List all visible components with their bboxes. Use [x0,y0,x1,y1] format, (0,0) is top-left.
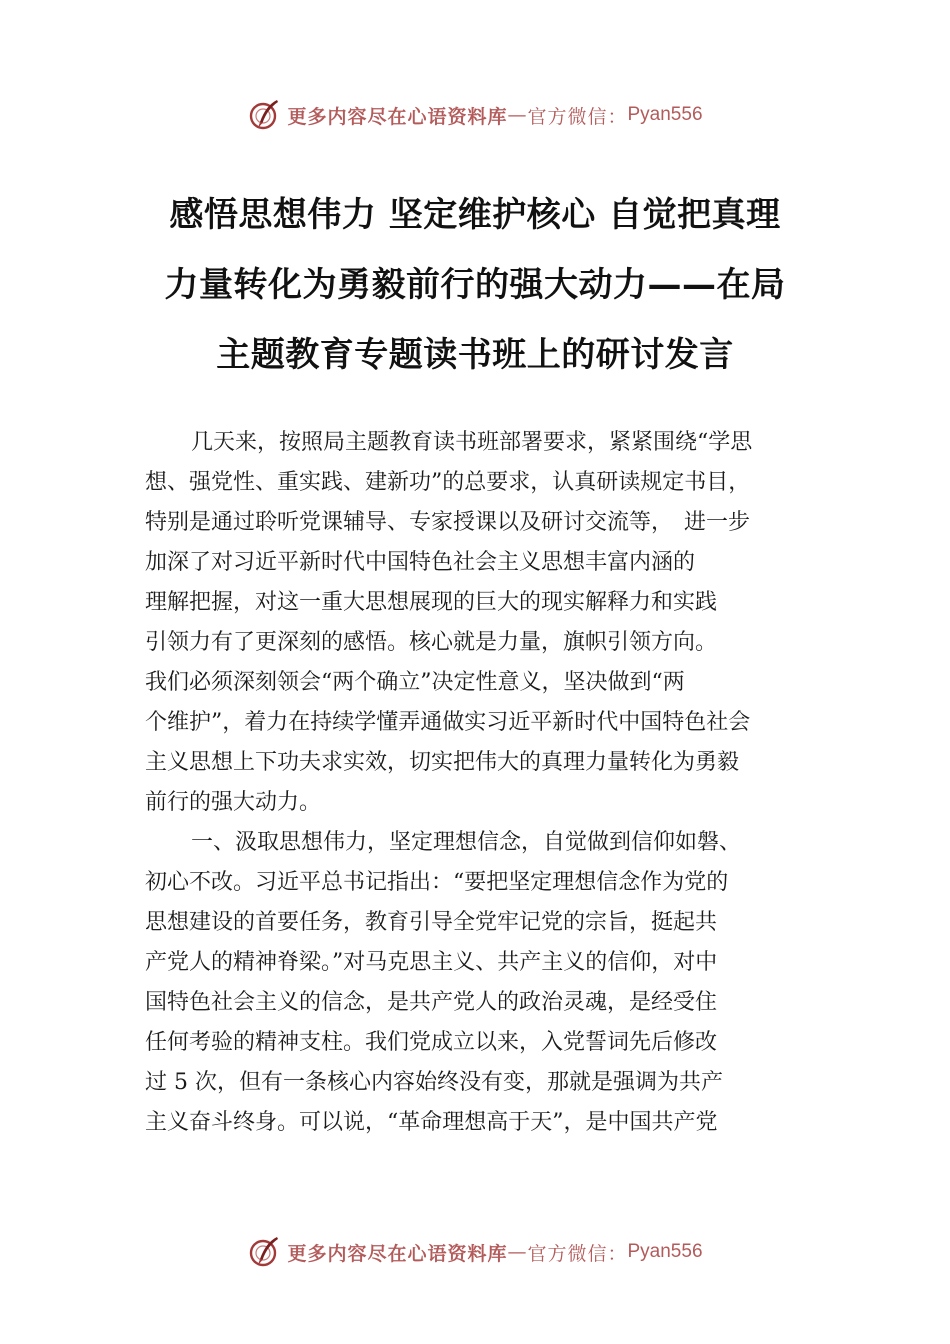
text-line: 引领力有了更深刻的感悟。核心就是力量，旗帜引领方向。 [145,630,718,655]
text-line: 一、汲取思想伟力，坚定理想信念，自觉做到信仰如磐、 [191,830,742,855]
banner-wechat-label: 官方微信： [527,1242,628,1265]
text-line: 国特色社会主义的信念，是共产党人的政治灵魂，是经受住 [145,990,718,1015]
text-line: 主义思想上下功夫求实效，切实把伟大的真理力量转化为勇毅 [145,750,740,775]
banner-separator: — [507,1241,528,1263]
title-line: 主题教育专题读书班上的研讨发言 [216,335,734,375]
text-line: 思想建设的首要任务，教育引导全党牢记党的宗旨，挺起共 [145,910,718,935]
banner-wechat-id: Pyan556 [627,1241,703,1262]
text-line: 理解把握，对这一重大思想展现的巨大的现实解释力和实践 [145,590,718,615]
quill-pen-logo-icon [247,98,281,132]
text-line: 加深了对习近平新时代中国特色社会主义思想丰富内涵的 [145,550,696,575]
document-body [145,423,820,1143]
title-line: 力量转化为勇毅前行的强大动力——在局 [164,265,786,305]
text-line: 主义奋斗终身。可以说，“革命理想高于天”，是中国共产党 [145,1110,718,1135]
banner-wechat-id: Pyan556 [627,104,703,125]
text-line: 个维护”，着力在持续学懂弄通做实习近平新时代中国特色社会 [145,710,751,735]
title-line: 感悟思想伟力 坚定维护核心 自觉把真理 [169,195,781,235]
footer-watermark-banner [0,1232,950,1272]
banner-separator: — [507,104,528,126]
banner-wechat-label: 官方微信： [527,105,628,128]
text-line: 产党人的精神脊梁。”对马克思主义、共产主义的信仰，对中 [145,950,718,975]
paragraph-section-one [145,823,820,1143]
text-line: 我们必须深刻领会“两个确立”决定性意义，坚决做到“两 [145,670,685,695]
text-line: 几天来，按照局主题教育读书班部署要求，紧紧围绕“学思 [191,430,753,455]
text-line: 前行的强大动力。 [145,790,322,815]
header-watermark-banner [0,95,950,135]
text-line: 任何考验的精神支柱。我们党成立以来，入党誓词先后修改 [145,1030,718,1055]
banner-brand-text: 更多内容尽在心语资料库 [287,1242,508,1265]
text-line: 初心不改。习近平总书记指出：“要把坚定理想信念作为党的 [145,870,729,895]
quill-pen-logo-icon [247,1235,281,1269]
banner-brand-text: 更多内容尽在心语资料库 [287,105,508,128]
text-line: 过 5 次，但有一条核心内容始终没有变，那就是强调为共产 [145,1070,723,1095]
paragraph-intro [145,423,820,823]
document-title [120,180,830,390]
text-line: 特别是通过聆听党课辅导、专家授课以及研讨交流等， 进一步 [145,510,751,535]
text-line: 想、强党性、重实践、建新功”的总要求，认真研读规定书目， [145,470,751,495]
